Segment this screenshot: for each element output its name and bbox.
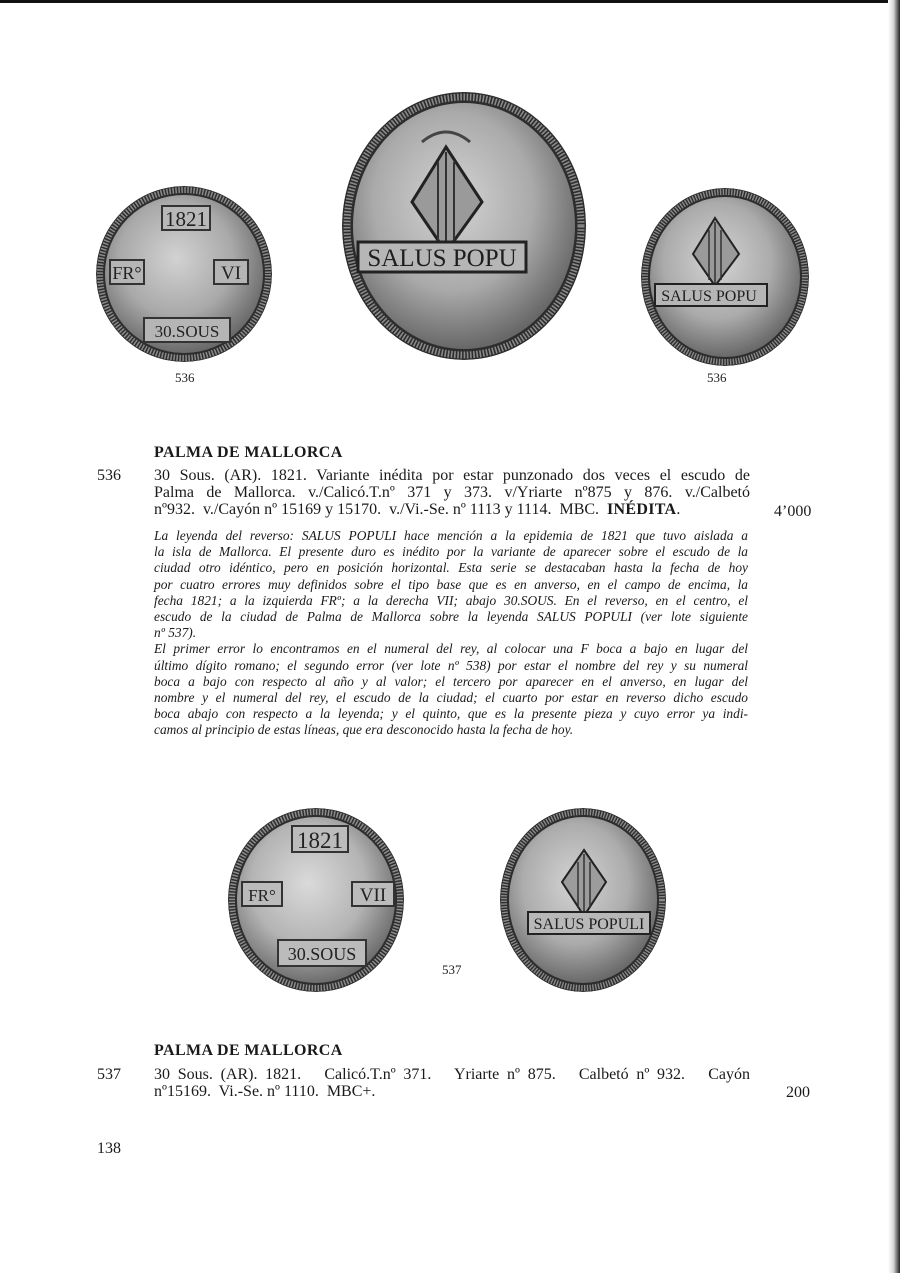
coin-537-reverse bbox=[500, 808, 666, 992]
coin-king-stamp: FR° bbox=[248, 886, 276, 905]
coin-value-stamp: 30.SOUS bbox=[287, 944, 357, 964]
lot-536-note bbox=[154, 528, 748, 739]
lot-536-desc-line: Palma de Mallorca. v./Calicó.T.nº 371 y 373. v/Yriarte nº875 y 876. v./Calbetó bbox=[154, 484, 750, 501]
lot-536-title: PALMA DE MALLORCA bbox=[154, 444, 343, 461]
lot-537-number: 537 bbox=[97, 1066, 121, 1083]
note-line: nº 537). bbox=[154, 625, 197, 641]
note-line: camos al principio de estas líneas, que era desconocido hasta la fecha de hoy. bbox=[154, 722, 574, 738]
lot-536-price: 4’000 bbox=[774, 503, 812, 520]
note-line: El primer error lo encontramos en el numeral del rey, al colocar una F boca a bajo en lugar del bbox=[154, 641, 748, 657]
coin-numeral-stamp: VII bbox=[359, 885, 387, 906]
lot-536-inedita-label: INÉDITA bbox=[607, 501, 677, 518]
lot-536-description bbox=[154, 467, 750, 518]
note-line: boca abajo con respecto a la leyenda; y el quinto, que es la presente pieza y cuyo error ya indi- bbox=[154, 706, 748, 722]
lot-536-desc-refs: nº932. v./Cayón nº 15169 y 15170. v./Vi.-Se. nº 1113 y 1114. MBC. bbox=[154, 501, 608, 518]
note-line: último dígito romano; el segundo error (ver lote nº 538) por estar el nombre del rey y su numeral bbox=[154, 657, 748, 673]
coin-caption: 536 bbox=[707, 370, 727, 385]
lot-537-desc-line: nº15169. Vi.-Se. nº 1110. MBC+. bbox=[154, 1083, 376, 1100]
coin-caption: 537 bbox=[442, 962, 462, 977]
lot-537-description bbox=[154, 1066, 750, 1100]
lot-536-number: 536 bbox=[97, 467, 121, 484]
coin-date-stamp: 1821 bbox=[297, 828, 343, 853]
coin-numeral-stamp: VI bbox=[220, 263, 242, 284]
coin-legend-stamp: SALUS POPU bbox=[661, 288, 757, 305]
note-line: nombre y el numeral del rey, el escudo de la ciudad; el cuarto por estar en reverso dicho escudo bbox=[154, 690, 748, 706]
coin-caption: 536 bbox=[175, 370, 195, 385]
coin-536-obverse bbox=[96, 186, 272, 362]
lot-536-desc-line bbox=[154, 501, 750, 518]
coin-legend-stamp: SALUS POPU bbox=[367, 245, 517, 272]
note-line: la isla de Mallorca. El presente duro es inédito por la variante de aparecer sobre el escudo de la bbox=[154, 544, 748, 560]
coin-date-stamp: 1821 bbox=[165, 207, 207, 231]
page-top-rule bbox=[0, 0, 900, 3]
note-line: escudo de la ciudad de Palma de Mallorca sobre la leyenda SALUS POPULI (ver lote siguiente bbox=[154, 609, 748, 625]
coin-536-reverse-large bbox=[342, 92, 586, 360]
lot-537-title: PALMA DE MALLORCA bbox=[154, 1042, 343, 1059]
coin-king-stamp: FR° bbox=[112, 263, 142, 283]
note-line: La leyenda del reverso: SALUS POPULI hace mención a la epidemia de 1821 que tuvo aislada a bbox=[154, 528, 748, 543]
lot-537-desc-line: 30 Sous. (AR). 1821. Calicó.T.nº 371. Yriarte nº 875. Calbetó nº 932. Cayón bbox=[154, 1066, 750, 1083]
page-number: 138 bbox=[97, 1140, 121, 1157]
page-binding-edge bbox=[888, 0, 900, 1273]
lot-536-desc-line: 30 Sous. (AR). 1821. Variante inédita por estar punzonado dos veces el escudo de bbox=[154, 467, 750, 484]
lot-537-price: 200 bbox=[786, 1084, 810, 1101]
note-line: fecha 1821; a la izquierda FRº; a la derecha VII; abajo 30.SOUS. En el reverso, en el centro, el bbox=[154, 592, 748, 608]
note-line: boca a bajo con respecto al año y al valor; el tercero por aparecer en el anverso, en lugar del bbox=[154, 673, 748, 689]
coin-536-reverse-small bbox=[641, 188, 809, 366]
note-line: ciudad otro idéntico, pero en posición horizontal. Esta serie se destacaban hasta la fecha de hoy bbox=[154, 560, 748, 576]
coin-legend-stamp: SALUS POPULI bbox=[533, 916, 645, 933]
note-line: por cuatro errores muy definidos sobre el tipo base que es en anverso, en el campo de encima, la bbox=[154, 576, 748, 592]
coin-value-stamp: 30.SOUS bbox=[154, 322, 220, 341]
lot-536-desc-end: . bbox=[676, 501, 681, 518]
coin-537-obverse bbox=[228, 808, 404, 992]
